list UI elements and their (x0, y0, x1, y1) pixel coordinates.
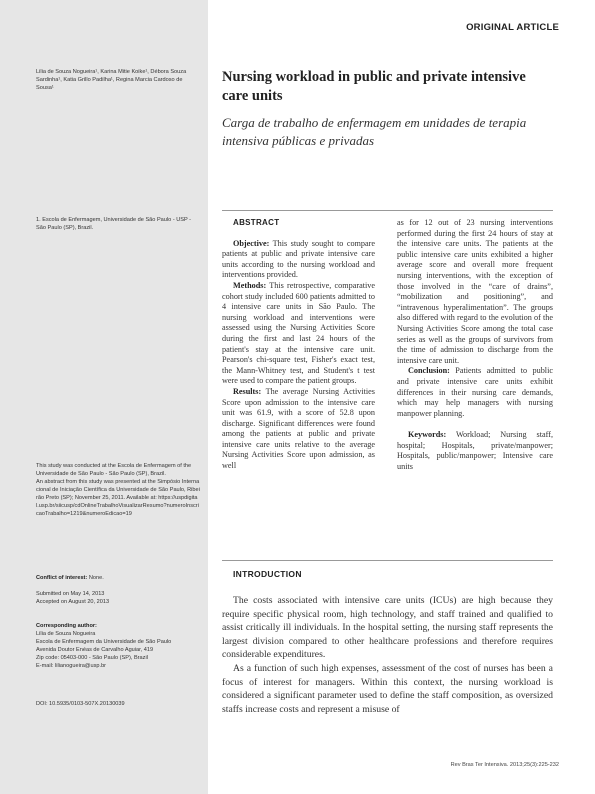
abstract-objective (222, 239, 375, 281)
results-label: Results: (233, 386, 262, 396)
corresponding-author-label: Corresponding author: (36, 623, 97, 629)
conflict-value: None. (88, 575, 104, 581)
conclusion-text: Patients admitted to public and private intensive care units exhibit differences in their nursing care demands, which may help managers with nursing manpower planning. (397, 366, 553, 418)
intro-paragraph: As a function of such high expenses, assessment of the cost of nurses has been a focus of interest for managers. Within this context, the nursing workload is considered a significant parameter used to define the staff composition, as oversized staffs increase costs and represent a misuse of (222, 662, 553, 715)
corr-email: E-mail: lilianogueira@usp.br (36, 663, 107, 669)
conclusion-label: Conclusion: (408, 366, 450, 376)
introduction-divider (222, 560, 553, 561)
left-sidebar (0, 0, 208, 794)
corr-line: Avenida Doutor Enéas de Carvalho Aguiar, 419 (36, 647, 154, 653)
abstract-heading: ABSTRACT (233, 218, 280, 227)
article-type-label: ORIGINAL ARTICLE (466, 22, 559, 33)
abstract-results (222, 387, 375, 472)
results-text: The average Nursing Activities Score upon admission to the intensive care unit was 61.9, with a score of 52.8 upon discharge. Significant differences were found among the patients at public and private intensive care units relative to the average Nursing Activities Score upon admission, as well (222, 386, 375, 471)
author-list: Lilia de Souza Nogueira¹, Karina Mitie Koike¹, Débora Souza Sardinha¹, Katia Grillo Padilha¹, Regina Marcia Cardoso de Sousa¹ (36, 69, 187, 91)
submission-dates (36, 590, 200, 606)
doi: DOI: 10.5935/0103-507X.20130039 (36, 701, 125, 707)
conflict-label: Conflict of interest: (36, 575, 88, 581)
abstract-keywords (397, 430, 553, 472)
objective-text: This study sought to compare patients at public and private intensive care units according to the nursing workload and interventions provided. (222, 238, 376, 280)
abstract-column-right (397, 218, 553, 473)
corr-line: Escola de Enfermagem da Universidade de São Paulo (36, 639, 172, 645)
corresponding-author (36, 622, 200, 670)
keywords-label: Keywords: (408, 430, 447, 440)
objective-label: Objective: (233, 238, 270, 248)
abstract-conclusion (397, 366, 553, 419)
corr-line: Lilia de Souza Nogueira (36, 631, 96, 637)
submitted-date: Submitted on May 14, 2013 (36, 591, 105, 597)
author-affiliation: 1. Escola de Enfermagem, Universidade de São Paulo - USP - São Paulo (SP), Brazil. (36, 217, 192, 231)
abstract-column-left (222, 218, 375, 472)
introduction-body (222, 594, 553, 716)
abstract-divider (222, 210, 553, 211)
abstract-results-continued: as for 12 out of 23 nursing interventions performed during the first 24 hours of stay at the intensive care units. The patients at the public intensive care units exhibited a higher average score and overall more frequent nursing interventions, with the exception of those involved in the “care of drains”, “mobilization and positioning”, and “intravenous hyperalimentation”. The groups also differed with regard to the evolution of the Nursing Activities Score among the total case series as well as the groups of survivors from the time of admission to discharge from the intensive care unit. (397, 218, 553, 365)
article-title: Nursing workload in public and private intensive care units (222, 69, 526, 104)
methods-label: Methods: (233, 280, 267, 290)
conflict-of-interest (36, 574, 200, 582)
corr-line: Zip code: 05403-000 - São Paulo (SP), Brazil (36, 655, 148, 661)
methods-text: This retrospective, comparative cohort study included 600 patients admitted to 4 intensive care units in São Paulo. The nursing workload and interventions were assessed using the Nursing Activities Score during the first and last 24 hours of the patient's stay at the intensive care unit. Pearson's chi-square test, Fisher's exact test, the Mann-Whitney test, and Student's t test were used to compare the patient groups. (222, 280, 375, 386)
accepted-date: Accepted on August 20, 2013 (36, 599, 110, 605)
article-title-portuguese: Carga de trabalho de enfermagem em unidades de terapia intensiva públicas e privadas (222, 115, 527, 148)
study-location-note: This study was conducted at the Escola de Enfermagem of the Universidade de São Paulo - São Paulo (SP), Brazil. (36, 463, 192, 477)
study-note (36, 462, 200, 518)
abstract-methods (222, 281, 375, 387)
introduction-heading: INTRODUCTION (233, 569, 302, 579)
keywords-text: Workload; Nursing staff, hospital; Hospitals, private/manpower; Hospitals, public/manpower; Intensive care units (397, 430, 554, 472)
presentation-note: An abstract from this study was presented at the Simpósio Internacional de Iniciação Científica da Universidade de São Paulo, Ribeirão Preto (SP); November 25, 2011. Available at: https://uspdigital.usp.br/siicusp/cdOnlineTrabalhoVisualizarResumo?numeroInscricaoTrabalho=1219&numeroEdicao=19 (36, 479, 200, 517)
intro-paragraph: The costs associated with intensive care units (ICUs) are high because they require specific physical room, high technology, and staff trained and qualified to assist critically ill individuals. In the hospital setting, the nursing staff represents the largest division compared to other healthcare professions and therefore requires considerable expenditures. (222, 595, 553, 661)
page-footer-citation: Rev Bras Ter Intensiva. 2013;25(3):225-232 (450, 762, 559, 768)
